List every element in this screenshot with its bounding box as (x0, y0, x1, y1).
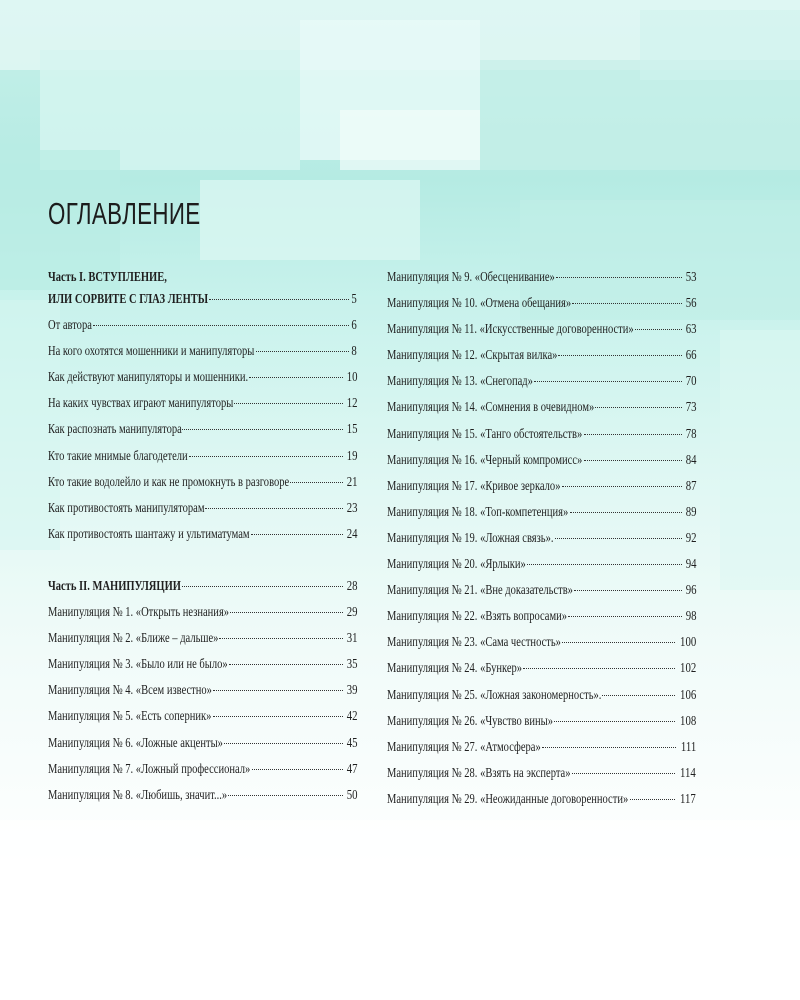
toc-page-number: 84 (685, 451, 696, 467)
toc-page-number: 114 (680, 764, 696, 780)
toc-entry[interactable] (387, 790, 696, 816)
toc-entry[interactable] (48, 473, 357, 499)
toc-page-number: 63 (685, 321, 696, 337)
toc-page-number: 89 (685, 503, 696, 519)
dot-leader (256, 350, 349, 352)
dot-leader (527, 563, 682, 565)
toc-page-number: 10 (346, 369, 357, 385)
toc-entry-title: Манипуляция № 3. «Было или не было» (48, 656, 228, 672)
toc-entry-title: Манипуляция № 9. «Обесценивание» (387, 269, 555, 284)
toc-entry[interactable] (387, 764, 696, 790)
toc-entry[interactable] (387, 607, 696, 633)
toc-entry-title: Манипуляция № 27. «Атмосфера» (387, 738, 541, 754)
toc-page-number: 98 (685, 608, 696, 624)
dot-leader (228, 794, 343, 796)
toc-page-number: 53 (685, 269, 696, 284)
toc-page-number: 47 (346, 760, 357, 776)
dot-leader (219, 637, 343, 639)
toc-page-number: 23 (346, 499, 357, 515)
dot-leader (556, 276, 682, 278)
toc-page-number: 96 (685, 582, 696, 598)
toc-page-number: 6 (351, 317, 357, 333)
toc-entry[interactable] (48, 447, 357, 473)
toc-entry[interactable] (48, 734, 357, 760)
toc-entry-title: Манипуляция № 22. «Взять вопросами» (387, 608, 568, 624)
toc-page-number: 66 (685, 347, 696, 363)
dot-leader (602, 694, 675, 696)
toc-entry[interactable] (48, 603, 357, 629)
toc-entry[interactable] (387, 633, 696, 659)
dot-leader (229, 663, 343, 665)
dot-leader (252, 768, 343, 770)
toc-entry[interactable] (387, 372, 696, 398)
dot-leader (213, 689, 342, 691)
toc-part-heading[interactable] (48, 268, 357, 290)
page-title: ОГЛАВЛЕНИЕ (48, 196, 201, 231)
toc-entry[interactable] (48, 316, 357, 342)
toc-entry-title: Как действуют манипуляторы и мошенники. (48, 369, 249, 385)
toc-entry[interactable] (387, 503, 696, 529)
toc-page-number: 39 (346, 682, 357, 698)
toc-entry-title: Манипуляция № 17. «Кривое зеркало» (387, 477, 561, 493)
toc-entry[interactable] (48, 629, 357, 655)
toc-entry-title: Манипуляция № 23. «Сама честность» (387, 634, 561, 650)
toc-entry-title: Манипуляция № 28. «Взять на эксперта» (387, 764, 571, 780)
dot-leader (189, 455, 343, 457)
dot-leader (635, 328, 682, 330)
dot-leader (93, 324, 349, 326)
toc-entry-title: Манипуляция № 19. «Ложная связь». (387, 529, 554, 545)
toc-page-number: 78 (685, 425, 696, 441)
toc-page-number: 111 (680, 738, 696, 754)
dot-leader (555, 537, 682, 539)
toc-entry[interactable] (48, 786, 357, 812)
toc-entry-title: Манипуляция № 1. «Открыть незнания» (48, 604, 230, 620)
toc-page-number: 5 (351, 291, 357, 306)
toc-page-number: 73 (685, 399, 696, 415)
dot-leader (570, 511, 682, 513)
toc-page-number: 29 (346, 604, 357, 620)
toc-entry-title: Манипуляция № 6. «Ложные акценты» (48, 734, 223, 750)
toc-page-number: 15 (346, 421, 357, 437)
toc-entry-title: Манипуляция № 29. «Неожиданные договоренности» (387, 790, 629, 806)
dot-leader (534, 380, 682, 382)
toc-entry[interactable] (387, 581, 696, 607)
toc-entry[interactable] (387, 738, 696, 764)
toc-entry[interactable] (48, 681, 357, 707)
toc-entry-title: На каких чувствах играют манипуляторы (48, 395, 234, 411)
dot-leader (249, 376, 343, 378)
toc-entry-title: Как распознать манипулятора (48, 421, 182, 437)
dot-leader (558, 354, 682, 356)
toc-entry[interactable] (48, 760, 357, 786)
toc-page-number: 70 (685, 373, 696, 389)
toc-entry-title: Кто такие водолейло и как не промокнуть в разговоре (48, 473, 290, 489)
dot-leader (562, 485, 682, 487)
dot-leader (230, 611, 342, 613)
toc-right-column (387, 268, 696, 816)
dot-leader (251, 533, 343, 535)
dot-leader (234, 402, 343, 404)
toc-page-number: 28 (346, 577, 357, 593)
dot-leader (209, 298, 349, 300)
toc-entry[interactable] (48, 394, 357, 420)
toc-entry[interactable] (48, 707, 357, 733)
toc-page-number: 102 (679, 660, 696, 676)
toc-entry[interactable] (48, 499, 357, 525)
dot-leader (224, 742, 342, 744)
toc-entry[interactable] (387, 451, 696, 477)
toc-entry-title: Манипуляция № 15. «Танго обстоятельств» (387, 425, 583, 441)
toc-entry-title: Манипуляция № 24. «Бункер» (387, 660, 523, 676)
dot-leader (574, 589, 681, 591)
toc-entry[interactable] (387, 294, 696, 320)
toc-entry-title: Кто такие мнимые благодетели (48, 447, 188, 463)
toc-entry-title: Манипуляция № 11. «Искусственные договоренности» (387, 321, 634, 337)
toc-page-number: 50 (346, 786, 357, 802)
dot-leader (182, 428, 342, 430)
dot-leader (595, 406, 681, 408)
toc-page-number: 12 (346, 395, 357, 411)
toc-entry-title: Манипуляция № 21. «Вне доказательств» (387, 582, 573, 598)
toc-entry-title: Манипуляция № 4. «Всем известно» (48, 682, 212, 698)
toc-page-number: 117 (680, 790, 696, 806)
toc-entry-title: От автора (48, 317, 92, 333)
dot-leader (572, 772, 676, 774)
toc-entry[interactable] (387, 529, 696, 555)
toc-part-title: Часть II. МАНИПУЛЯЦИИ (48, 577, 181, 593)
toc-page-number: 35 (346, 656, 357, 672)
dot-leader (182, 585, 342, 587)
dot-leader (554, 720, 675, 722)
toc-entry-title: Как противостоять манипуляторам (48, 499, 205, 515)
toc-part-title-line2: ИЛИ СОРВИТЕ С ГЛАЗ ЛЕНТЫ (48, 291, 209, 306)
toc-entry-title: Манипуляция № 26. «Чувство вины» (387, 712, 554, 728)
toc-entry-title: Манипуляция № 2. «Ближе – дальше» (48, 630, 219, 646)
toc-page-number: 108 (679, 712, 696, 728)
toc-left-column (48, 268, 357, 812)
toc-entry[interactable] (387, 425, 696, 451)
toc-entry[interactable] (387, 398, 696, 424)
dot-leader (562, 641, 675, 643)
toc-entry-title: Манипуляция № 20. «Ярлыки» (387, 556, 526, 572)
toc-page-number: 92 (685, 529, 696, 545)
dot-leader (630, 798, 676, 800)
toc-part-heading[interactable] (48, 290, 357, 316)
dot-leader (542, 746, 676, 748)
toc-entry[interactable] (387, 686, 696, 712)
toc-entry[interactable] (387, 477, 696, 503)
toc-entry[interactable] (48, 342, 357, 368)
toc-part-heading[interactable] (48, 577, 357, 603)
dot-leader (568, 615, 682, 617)
toc-entry[interactable] (387, 712, 696, 738)
toc-entry-title: Манипуляция № 5. «Есть соперник» (48, 708, 212, 724)
toc-entry-title: Как противостоять шантажу и ультиматумам (48, 525, 250, 541)
section-gap (48, 551, 357, 577)
toc-entry[interactable] (387, 555, 696, 581)
toc-part-title-line1: Часть I. ВСТУПЛЕНИЕ, (48, 269, 167, 284)
toc-page-number: 87 (685, 477, 696, 493)
toc-entry[interactable] (387, 268, 696, 294)
toc-entry-title: Манипуляция № 10. «Отмена обещания» (387, 295, 572, 311)
dot-leader (584, 459, 682, 461)
toc-page-number: 8 (351, 343, 357, 359)
toc-page-number: 94 (685, 556, 696, 572)
dot-leader (584, 433, 682, 435)
toc-entry[interactable] (387, 659, 696, 685)
dot-leader (290, 481, 342, 483)
toc-page-number: 45 (346, 734, 357, 750)
toc-entry[interactable] (48, 368, 357, 394)
toc-page-number: 56 (685, 295, 696, 311)
toc-entry-title: Манипуляция № 12. «Скрытая вилка» (387, 347, 558, 363)
dot-leader (572, 302, 681, 304)
toc-entry-title: Манипуляция № 14. «Сомнения в очевидном» (387, 399, 595, 415)
toc-entry-title: Манипуляция № 13. «Снегопад» (387, 373, 533, 389)
toc-page-number: 24 (346, 525, 357, 541)
toc-entry-title: Манипуляция № 7. «Ложный профессионал» (48, 760, 251, 776)
toc-page-number: 42 (346, 708, 357, 724)
toc-entry[interactable] (48, 655, 357, 681)
toc-page-number: 21 (346, 473, 357, 489)
toc-entry[interactable] (387, 320, 696, 346)
dot-leader (213, 715, 343, 717)
toc-entry-title: Манипуляция № 25. «Ложная закономерность». (387, 686, 602, 702)
toc-page-number: 31 (346, 630, 357, 646)
toc-page-number: 19 (346, 447, 357, 463)
toc-entry-title: Манипуляция № 18. «Топ-компетенция» (387, 503, 569, 519)
toc-page-number: 100 (679, 634, 696, 650)
toc-entry-title: На кого охотятся мошенники и манипуляторы (48, 343, 255, 359)
toc-entry[interactable] (48, 525, 357, 551)
toc-entry-title: Манипуляция № 16. «Черный компромисс» (387, 451, 583, 467)
toc-entry-title: Манипуляция № 8. «Любишь, значит...» (48, 786, 228, 802)
toc-page-number: 106 (679, 686, 696, 702)
toc-entry[interactable] (48, 420, 357, 446)
dot-leader (205, 507, 342, 509)
toc-entry[interactable] (387, 346, 696, 372)
dot-leader (523, 667, 675, 669)
